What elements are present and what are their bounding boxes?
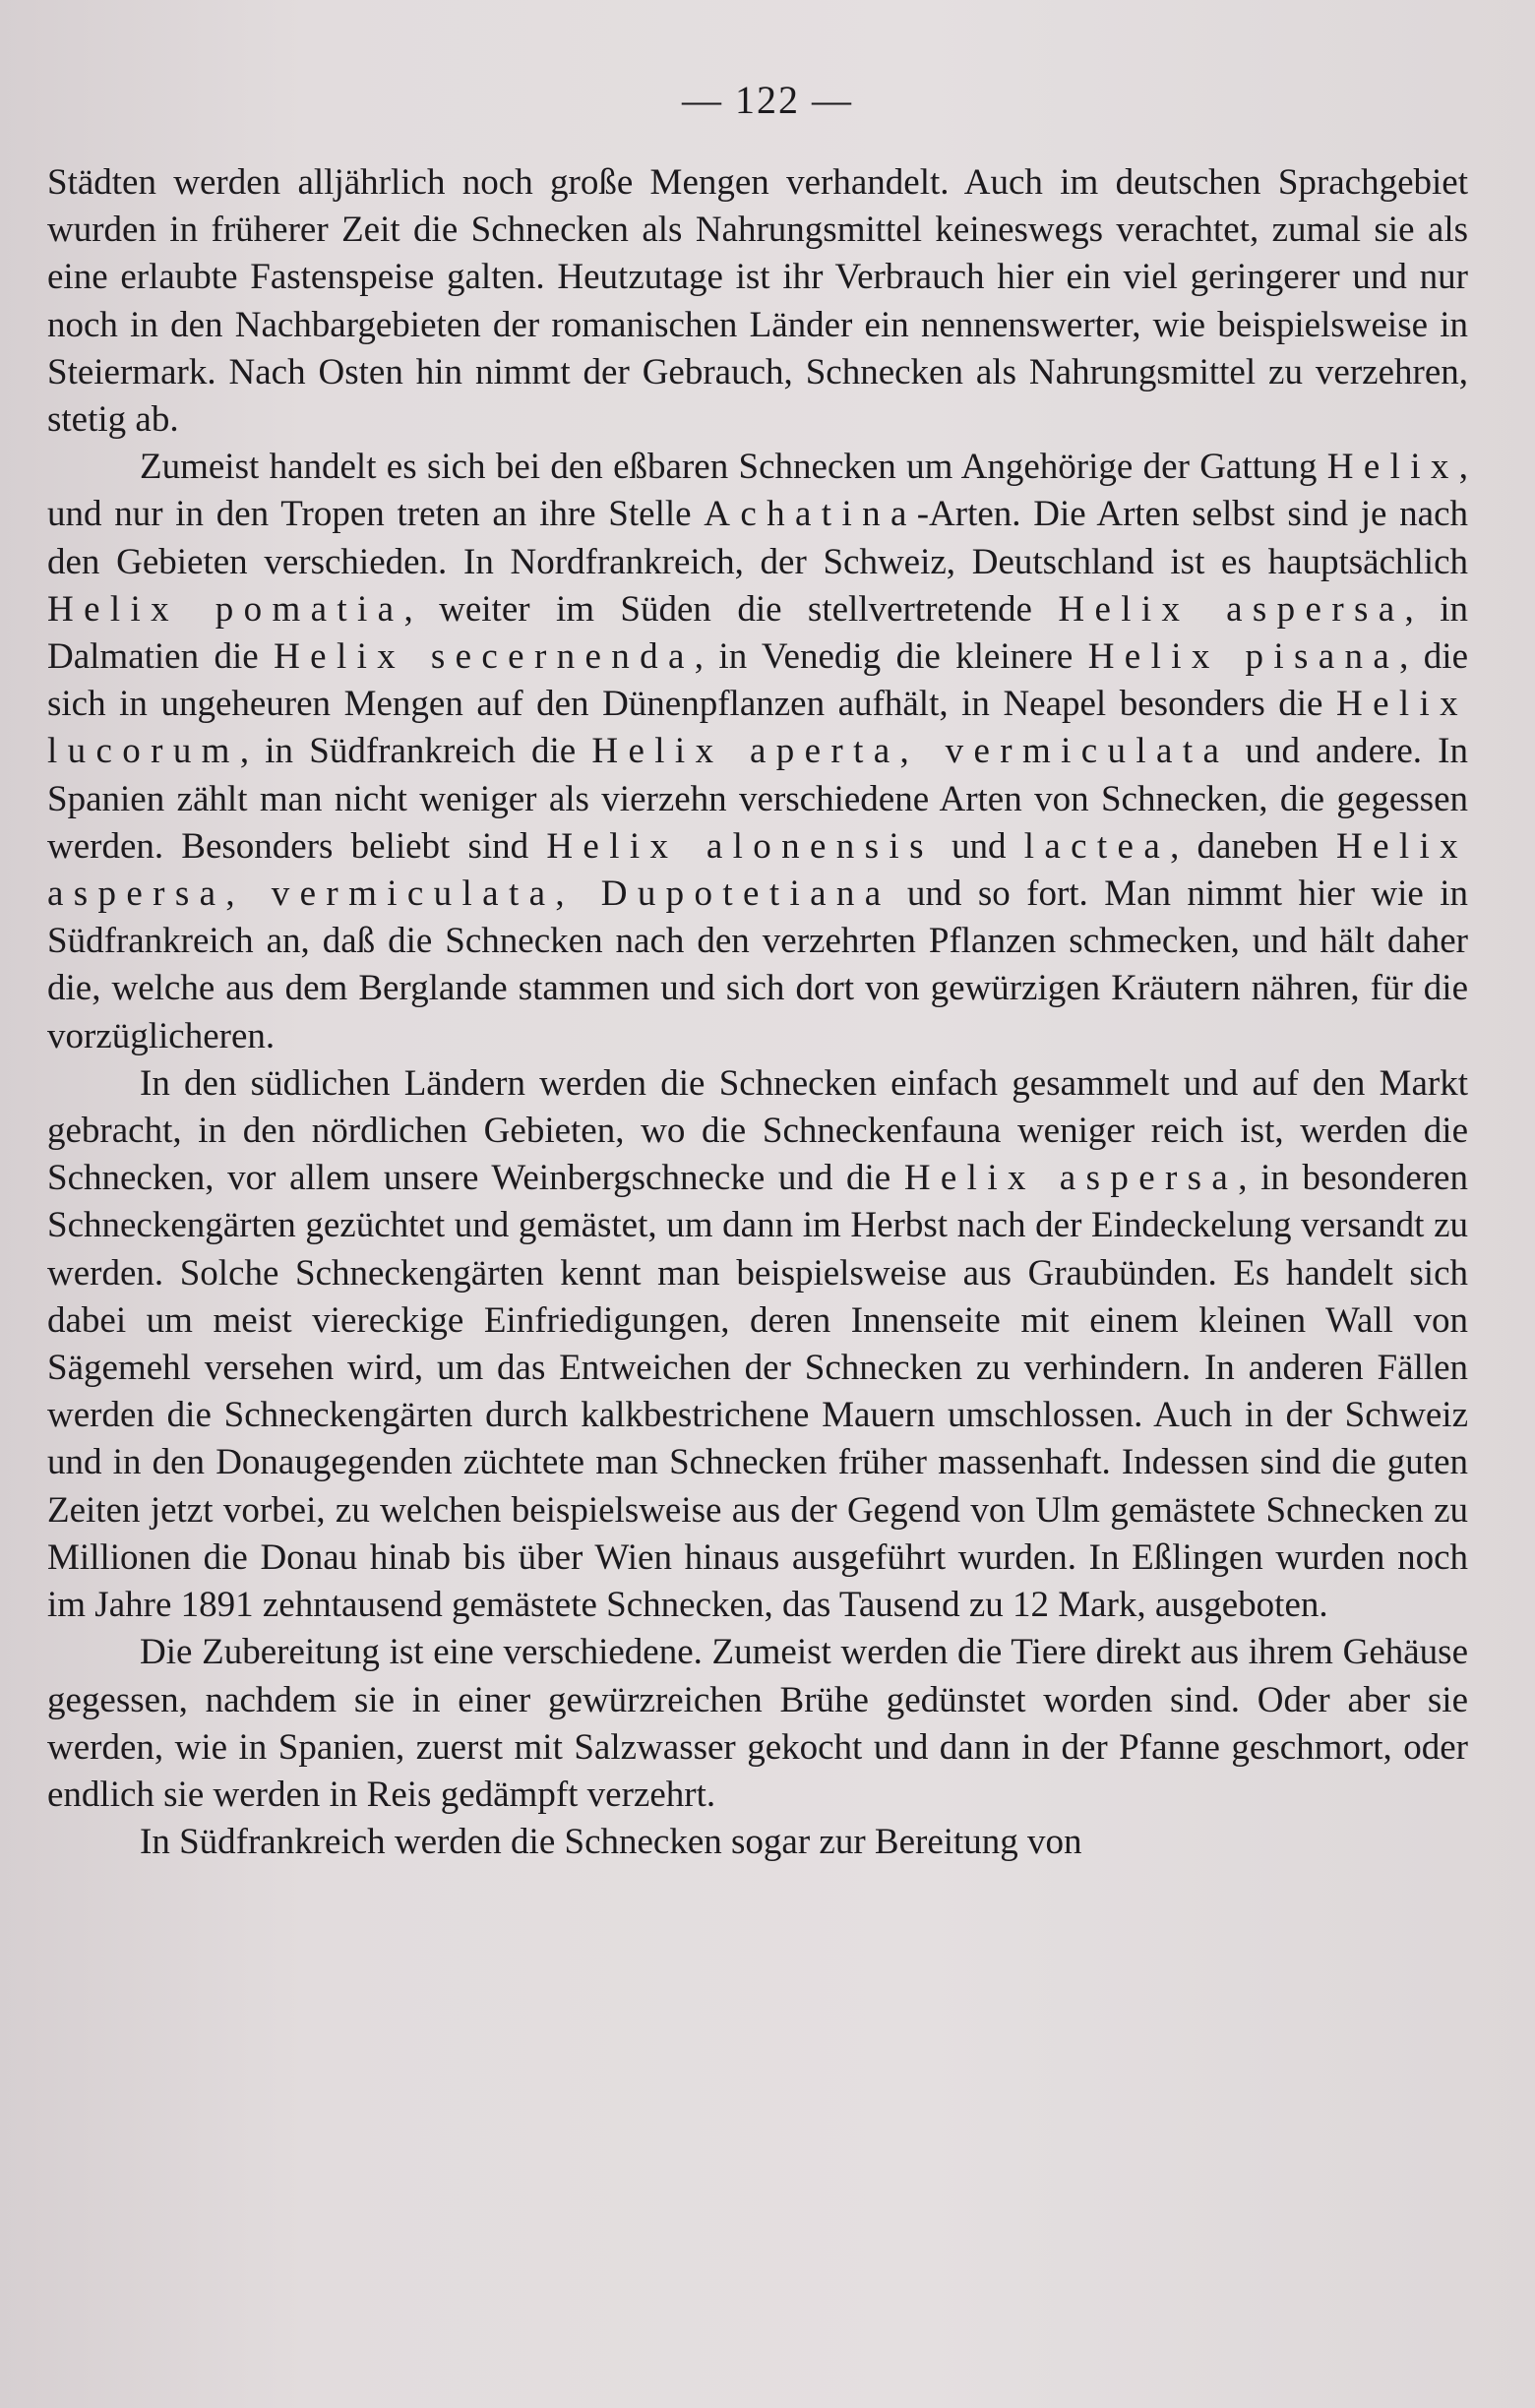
text-segment: , in Südfrankreich die bbox=[239, 731, 592, 772]
text-segment: , und nur in den Tropen treten an ihre Stelle bbox=[47, 447, 1468, 535]
species-name: Helix bbox=[1326, 447, 1459, 488]
paragraph bbox=[47, 1629, 1468, 1819]
text-segment: , daneben bbox=[1170, 825, 1336, 867]
text-segment: , in besonderen Schneckengärten gezüchtet und gemästet, um dann im Herbst nach der Eindeckelung versandt zu werden. Solche Schneckengärten kennt man beispielsweise aus Graubünden. Es handelt sich dabei um meist viereckige Einfriedigungen, deren Innenseite mit einem kleinen Wall von Sägemehl versehen wird, um das Entweichen der Schnecken zu verhindern. In anderen Fällen werden die Schneckengärten durch kalkbestrichene Mauern umschlossen. Auch in der Schweiz und in den Donaugegenden züchtete man Schnecken früher massenhaft. Indessen sind die guten Zeiten jetzt vorbei, zu welchen beispielsweise aus der Gegend von Ulm gemästete Schnecken zu Millionen die Donau hinab bis über Wien hinaus ausgeführt wurden. In Eßlingen wurden noch im Jahre 1891 zehntausend gemästete Schnecken, das Tausend zu 12 Mark, ausgeboten. bbox=[47, 1158, 1468, 1626]
text-segment: Die Zubereitung ist eine verschiedene. Zumeist werden die Tiere direkt aus ihrem Gehäuse gegessen, nachdem sie in einer gewürzreichen Brühe gedünstet worden sind. Oder aber sie werden, wie in Spanien, zuerst mit Salzwasser gekocht und dann in der Pfanne geschmort, oder endlich sie werden in Reis gedämpft verzehrt. bbox=[47, 1632, 1468, 1815]
page-number: — 122 — bbox=[682, 78, 853, 122]
species-name: Helix alonensis bbox=[546, 825, 934, 867]
text-segment: und bbox=[933, 825, 1024, 867]
text-segment: -Arten. Die Arten selbst sind je nach den Gebieten verschieden. In Nordfrankreich, der Schweiz, Deutschland ist es hauptsächlich bbox=[47, 494, 1468, 582]
paragraph bbox=[47, 159, 1468, 444]
text-segment: In den südlichen Ländern werden die Schnecken einfach gesammelt und auf den Markt gebracht, in den nördlichen Gebieten, wo die Schneckenfauna weniger reich ist, werden die Schnecken, vor allem unsere Weinbergschnecke und die bbox=[47, 1062, 1468, 1199]
species-name: Helix aspersa bbox=[903, 1158, 1239, 1199]
text-segment: , in Dalmatien die bbox=[47, 588, 1468, 678]
species-name: lactea bbox=[1023, 825, 1171, 867]
body-text bbox=[47, 159, 1468, 1866]
text-segment: In Südfrankreich werden die Schnecken sogar zur Bereitung von bbox=[140, 1822, 1082, 1863]
text-segment: Zumeist handelt es sich bei den eßbaren Schnecken um Angehörige der Gattung bbox=[140, 447, 1327, 488]
paragraph bbox=[47, 1819, 1468, 1866]
species-name: Helix aperta, vermiculata bbox=[591, 731, 1230, 772]
text-segment: , die sich in ungeheuren Mengen auf den Dünenpflanzen aufhält, in Neapel besonders die bbox=[47, 636, 1469, 725]
text-segment: und so fort. Man nimmt hier wie in Südfrankreich an, daß die Schnecken nach den verzehrten Pflanzen schmecken, und hält daher die, welche aus dem Berglande stammen und sich dort von gewürzigen Kräutern nähren, für die vorzüglicheren. bbox=[47, 873, 1468, 1056]
text-segment: Städten werden alljährlich noch große Mengen verhandelt. Auch im deutschen Sprachgebiet wurden in früherer Zeit die Schnecken als Nahrungsmittel keineswegs verachtet, zumal sie als eine erlaubte Fastenspeise galten. Heutzutage ist ihr Verbrauch hier ein viel geringerer und nur noch in den Nachbargebieten der romanischen Länder ein nennenswerter, wie beispielsweise in Steiermark. Nach Osten hin nimmt der Gebrauch, Schnecken als Nahrungsmittel zu verzehren, stetig ab. bbox=[47, 162, 1468, 441]
species-name: Helix aspersa bbox=[1058, 588, 1405, 630]
species-name: Achatina bbox=[704, 494, 917, 535]
text-segment: und andere. In Spanien zählt man nicht weniger als vierzehn verschiedene Arten von Schnecken, die gegessen werden. Besonders beliebt sind bbox=[47, 731, 1468, 867]
paragraph bbox=[47, 1060, 1468, 1629]
text-segment: , in Venedig die kleinere bbox=[694, 636, 1088, 678]
species-name: Helix secernenda bbox=[274, 636, 695, 678]
species-name: Helix aspersa, vermiculata, Dupotetiana bbox=[47, 825, 1468, 915]
paragraph bbox=[47, 444, 1468, 1060]
species-name: Helix pisana bbox=[1087, 636, 1400, 678]
species-name: Helix lucorum bbox=[47, 684, 1468, 772]
text-segment: , weiter im Süden die stellvertretende bbox=[403, 588, 1059, 630]
species-name: Helix pomatia bbox=[47, 588, 404, 630]
